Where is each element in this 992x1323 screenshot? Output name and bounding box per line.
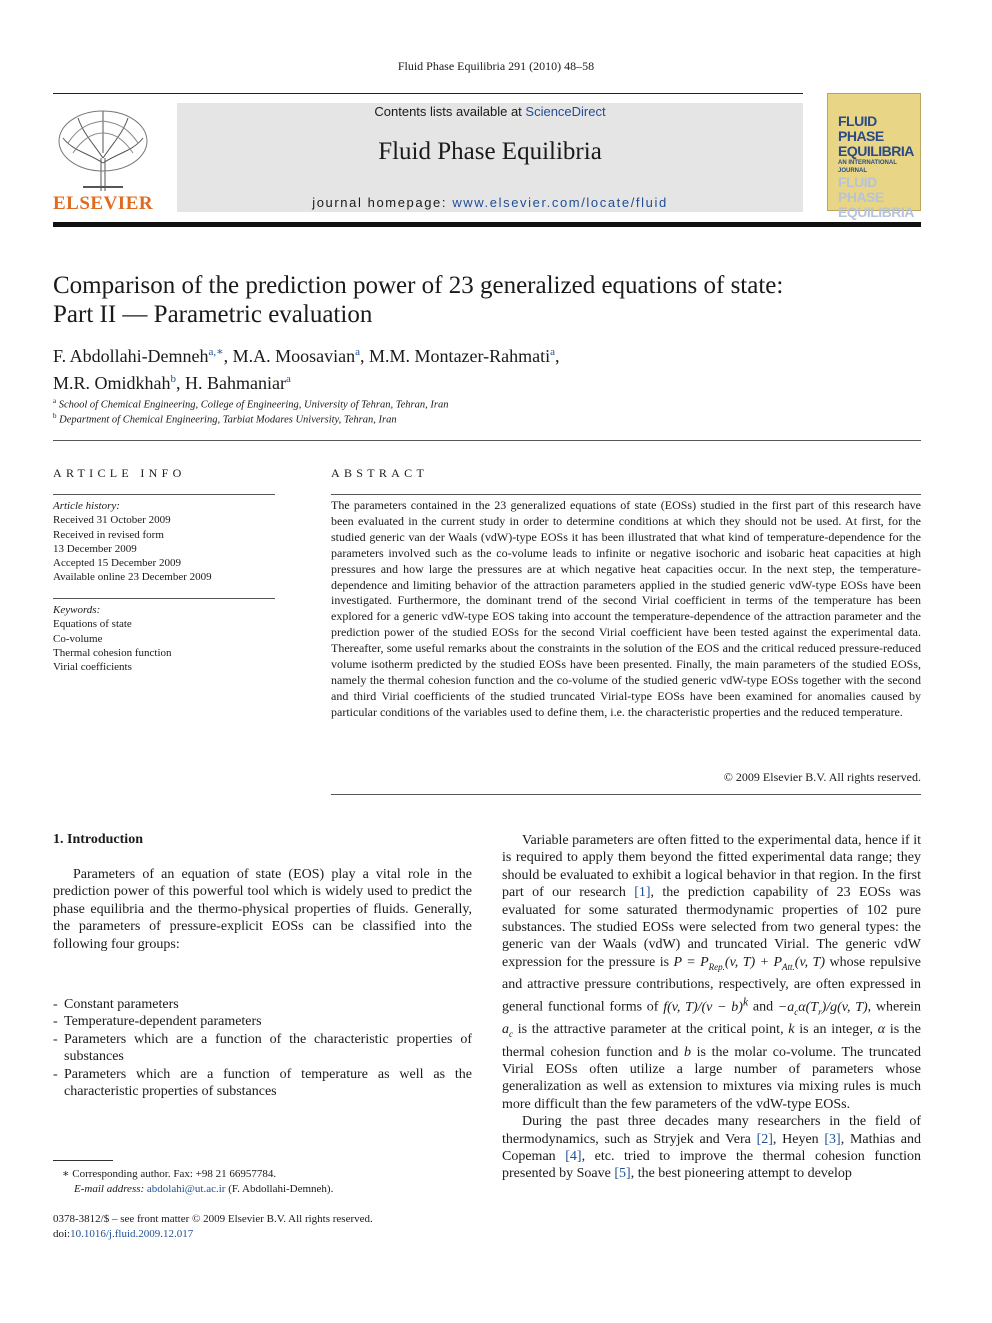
contents-line xyxy=(177,104,803,119)
divider xyxy=(331,494,921,495)
cover-line-4: FLUID PHASE xyxy=(838,174,884,205)
corresponding-author-note: ∗ Corresponding author. Fax: +98 21 66957784. xyxy=(62,1168,277,1180)
var-alpha: α xyxy=(877,1022,886,1038)
reference-link[interactable]: [1] xyxy=(634,885,651,901)
divider xyxy=(53,494,275,495)
cover-line-3: AN INTERNATIONAL JOURNAL xyxy=(838,160,897,174)
keywords: Keywords: Equations of state Co-volume Thermal cohesion function Virial coefficients xyxy=(53,603,275,674)
repulsive-form: f(v, $T)/(v - b)^k$ xyxy=(663,995,749,1016)
author-affil-mark[interactable]: a xyxy=(355,346,361,358)
history-item: Received 31 October 2009 xyxy=(53,514,171,527)
cover-line-1: FLUID PHASE xyxy=(838,113,884,144)
keyword: Thermal cohesion function xyxy=(53,646,172,659)
contents-prefix: Contents lists available at xyxy=(374,104,526,119)
author-affil-mark[interactable]: b xyxy=(170,373,177,385)
reference-link[interactable]: [3] xyxy=(824,1131,841,1147)
keyword: Virial coefficients xyxy=(53,661,132,674)
divider xyxy=(53,440,921,441)
journal-citation: Fluid Phase Equilibria 291 (2010) 48–58 xyxy=(397,59,595,73)
homepage-prefix: journal homepage: xyxy=(312,195,453,210)
header-rule xyxy=(53,93,803,94)
keyword: Equations of state xyxy=(53,618,132,631)
parameter-groups-list xyxy=(53,996,472,1100)
author-list: F. Abdollahi-Demneh$^{a,∗}$, M.A. Moosavian$^a$, M.M. Montazer-Rahmati$^a$, M.R. Omidkhah$^b$, H. Bahmaniar$^a$ xyxy=(53,346,560,393)
var-ac: $a_c$ xyxy=(502,1022,513,1040)
footnote-rule xyxy=(53,1160,113,1161)
journal-title: Fluid Phase Equilibria xyxy=(378,138,602,165)
email-note: E-mail address: abdolahi@ut.ac.ir (F. Abdollahi-Demneh). xyxy=(74,1183,334,1195)
history-item: Available online 23 December 2009 xyxy=(53,571,212,584)
history-item: Accepted 15 December 2009 xyxy=(53,557,181,570)
homepage-line xyxy=(177,195,803,210)
article-title xyxy=(53,271,921,329)
title-line-1: Comparison of the prediction power of 23 generalized equations of state: xyxy=(53,272,784,299)
homepage-link[interactable]: www.elsevier.com/locate/fluid xyxy=(452,195,668,210)
abstract-text: The parameters contained in the 23 generalized equations of state (EOSs) studied in the first part of this research have been evaluated in the current study in order to determine conditions at which they should not be used. At first, for the studied generic van der Waals (vdW)-type EOSs it has been illustrated that what kind of temperature-dependence for the parameters involved such as the co-volume leads to infinite or negative isochoric and isobaric heat capacities at high pressures and how large the pressures are at which negative heat capacities occur. In the next step, the temperature-dependence and limiting behavior of the attraction parameters applied in the studied generic vdW-type EOSs have been investigated. Furthermore, the dominant trend of the second Virial coefficient in terms of the temperature has been explored for a generic vdW-type EOS taking into account the temperature-dependence of the attraction parameter and the prediction power of the studied EOSs for the second Virial coefficient have been tested against the experimental data. Thereafter, some useful remarks about the constraints in the solution of the EOS and the critical reduced pressure-reduced volume isotherm predicted by the studied EOSs have been presented. Finally, the main parameters of the studied EOSs, namely the thermal cohesion function and the co-volume of the studied generic vdW-type EOSs together with the second and third Virial coefficients of the studied truncated Virial-type EOSs have been examined for anomalies caused by particular conditions of the variables used to define them, i.e. the characteristic properties and the reduced temperature. xyxy=(331,498,921,719)
copyright: © 2009 Elsevier B.V. All rights reserved. xyxy=(723,770,921,784)
intro-right-column xyxy=(502,832,921,1183)
divider xyxy=(53,598,275,599)
affiliation-a: $^a$ School of Chemical Engineering, College of Engineering, University of Tehran, Tehran, Iran xyxy=(53,397,449,411)
cover-line-2: EQUILIBRIA xyxy=(838,143,914,159)
list-item: - Parameters which are a function of the characteristic properties of substances xyxy=(53,1031,472,1065)
list-item: - Constant parameters xyxy=(53,997,179,1012)
issn-line: 0378-3812/$ – see front matter © 2009 Elsevier B.V. All rights reserved. xyxy=(53,1213,373,1225)
reference-link[interactable]: [4] xyxy=(565,1148,582,1164)
divider xyxy=(331,794,921,795)
header-thick-rule xyxy=(53,222,921,227)
history-item: Received in revised form xyxy=(53,528,164,541)
author-name[interactable]: M.A. Moosavian xyxy=(232,346,356,366)
attractive-form: $-a_c\alpha(T_r)/g(v$, T) xyxy=(777,1000,868,1017)
cover-line-5: EQUILIBRIA xyxy=(838,204,914,220)
author-name[interactable]: M.R. Omidkhah xyxy=(53,373,171,393)
list-item: - Parameters which are a function of temperature as well as the characteristic properties of substances xyxy=(53,1066,472,1100)
author-affil-mark[interactable]: a xyxy=(550,346,556,358)
elsevier-wordmark: ELSEVIER xyxy=(53,193,154,214)
affiliation-b: $^b$ Department of Chemical Engineering, Tarbiat Modares University, Tehran, Iran xyxy=(53,412,397,426)
author-affil-mark[interactable]: a,∗ xyxy=(208,346,224,358)
intro-paragraph: Parameters of an equation of state (EOS) play a vital role in the prediction power of this powerful tool which is widely used to predict the phase equilibria and the thermo-physical properties of fluids. Generally, the parameters of pressure-explicit EOSs can be classified into the following four groups: xyxy=(53,867,472,952)
reference-link[interactable]: [5] xyxy=(614,1166,631,1182)
article-history: Article history: Received 31 October 2009 Received in revised form 13 December 2009 Accepted 15 December 2009 Available online 23 December 2009 xyxy=(53,499,275,585)
pressure-equation: $P = P_{Rep.}(v$, $T) + P_{Att.}(v$, T) xyxy=(673,954,826,972)
title-line-2: Part II — Parametric evaluation xyxy=(53,301,373,328)
author-affil-mark[interactable]: a xyxy=(285,373,291,385)
doi-link[interactable]: 10.1016/j.fluid.2009.12.017 xyxy=(70,1228,194,1240)
history-item: 13 December 2009 xyxy=(53,542,137,555)
intro-paragraph: During the past three decades many researchers in the field of thermodynamics, such as Stryjek and Vera [2], Heyen [3], Mathias and Copeman [4], etc. tried to improve the thermal cohesion function presented by Soave [5], the best pioneering attempt to develop xyxy=(502,1114,921,1182)
author-name[interactable]: H. Bahmaniar xyxy=(185,373,286,393)
abstract-heading: ABSTRACT xyxy=(331,466,429,480)
journal-cover xyxy=(827,93,921,220)
author-name[interactable]: M.M. Montazer-Rahmati xyxy=(369,346,551,366)
intro-paragraph: Variable parameters are often fitted to the experimental data, hence if it is required to apply them beyond the fitted experimental data range; they should be evaluated to exhibit a logical behavior in that region. In the first part of our research [1], the prediction capability of 23 EOSs was evaluated for some saturated thermodynamic properties of 102 pure substances. The studied EOSs were selected from two general types: the generic van der Waals (vdW) and truncated Virial. The generic vdW expression for the pressure is $P = P_{Rep.}(v$, $T) + P_{Att.}(v$, T) whose repulsive and attractive pressure contributions, respectively, are often expressed in general functional forms of f(v, $T)/(v - b)^k$ and $-a_c\alpha(T_r)/g(v$, T), wherein $a_c$ is the attractive parameter at the critical point, k is an integer, α is the thermal cohesion function and b is the molar co-volume. The truncated Virial EOSs often utilize a large number of parameters whose generalization as well as extension to mixtures via mixing rules is much more difficult than the few parameters of the vdW-type EOSs. xyxy=(502,833,922,1112)
var-b: b xyxy=(684,1044,692,1060)
list-item: - Temperature-dependent parameters xyxy=(53,1014,262,1030)
author-name[interactable]: F. Abdollahi-Demneh xyxy=(53,346,209,366)
email-link[interactable]: abdolahi@ut.ac.ir xyxy=(146,1183,226,1195)
sciencedirect-link[interactable]: ScienceDirect xyxy=(525,104,606,119)
reference-link[interactable]: [2] xyxy=(756,1131,773,1147)
doi-line: doi:10.1016/j.fluid.2009.12.017 xyxy=(53,1228,194,1240)
var-k: k xyxy=(788,1022,795,1038)
section-heading: 1. Introduction xyxy=(53,832,143,847)
article-info-heading: ARTICLE INFO xyxy=(53,466,186,480)
keyword: Co-volume xyxy=(53,632,103,645)
